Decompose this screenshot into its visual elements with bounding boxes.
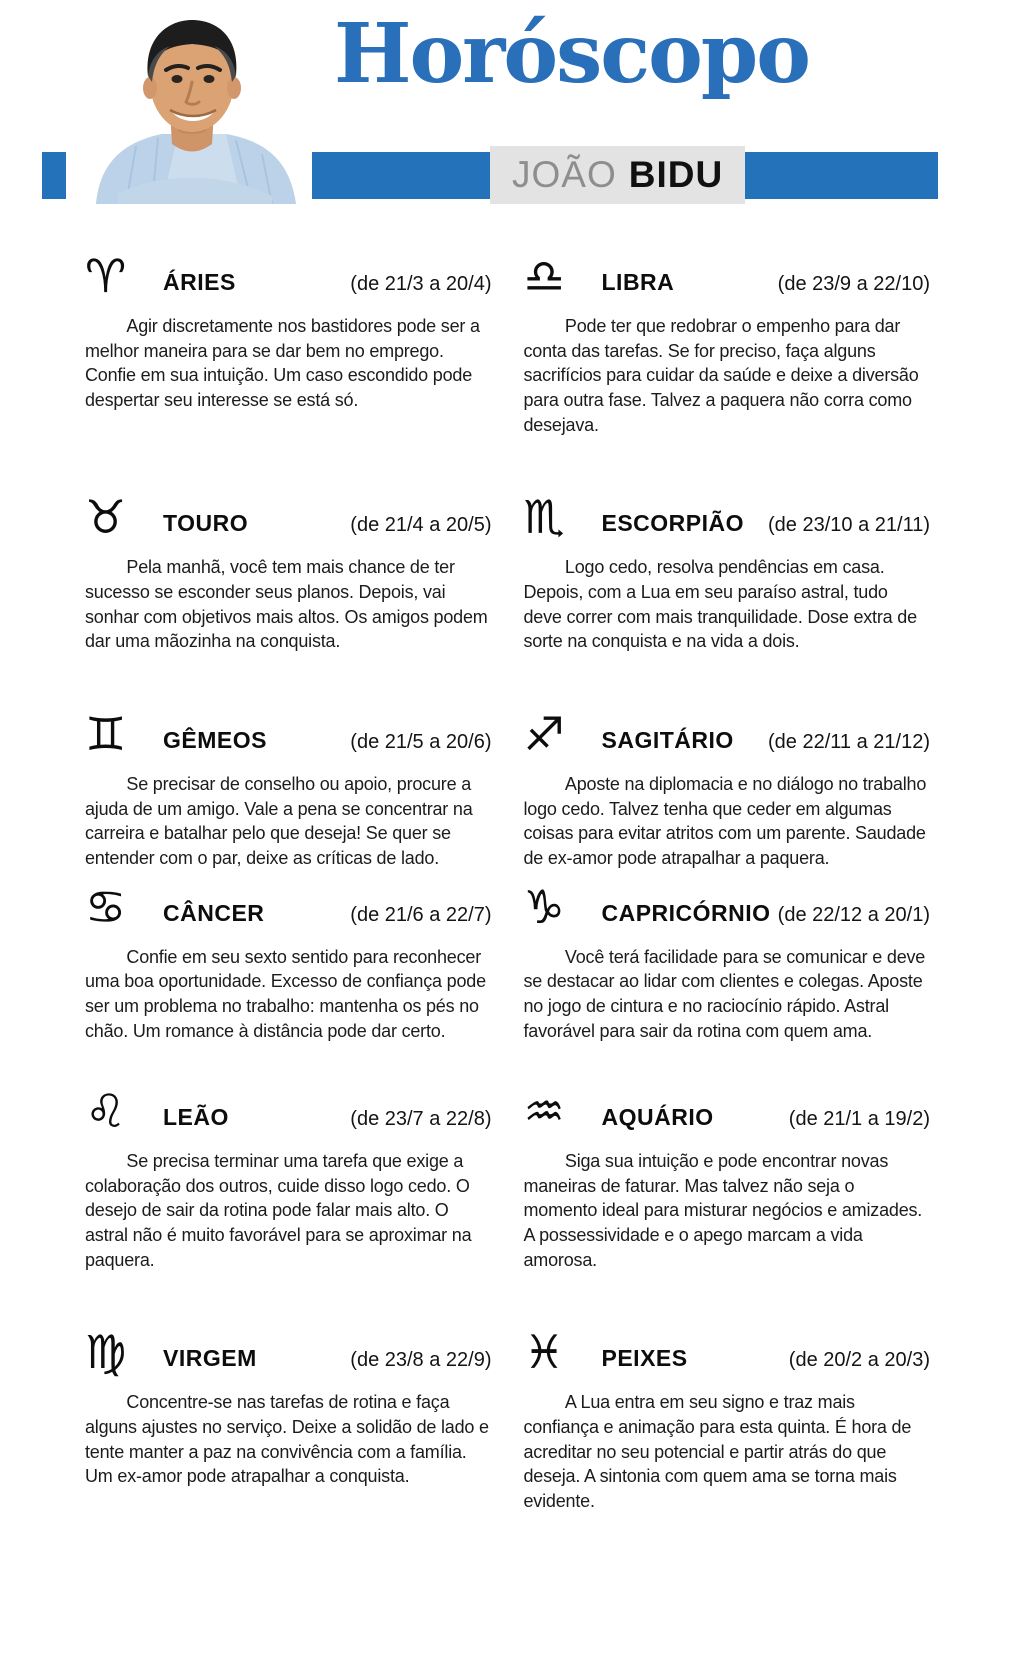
page-header: [42, 0, 974, 222]
sign-dates: (de 23/9 a 22/10): [777, 273, 930, 295]
sign-peixes: [524, 1324, 931, 1513]
sign-leao: [85, 1083, 492, 1272]
sign-header: [524, 879, 931, 935]
sign-header: [85, 1083, 492, 1139]
sign-text: Siga sua intuição e pode encontrar novas maneiras de faturar. Mas talvez não seja o momento ideal para misturar negócios e amizades. A possessividade e o apego marcam a vida amorosa.: [523, 1151, 923, 1270]
sign-name: SAGITÁRIO: [601, 726, 734, 753]
sign-aquario: [524, 1083, 931, 1272]
sign-name: CAPRICÓRNIO: [601, 899, 771, 926]
sign-text: Pela manhã, você tem mais chance de ter sucesso se esconder seus planos. Depois, vai sonhar com objetivos mais altos. Os amigos podem dar uma mãozinha na conquista.: [85, 557, 488, 652]
cancer-crab-icon: ♋: [85, 879, 127, 934]
sign-name: AQUÁRIO: [601, 1104, 714, 1131]
sign-header: [85, 879, 492, 935]
sign-dates: (de 23/8 a 22/9): [350, 1349, 492, 1372]
portrait-illustration: [66, 4, 312, 204]
sign-dates: (de 21/6 a 22/7): [350, 903, 492, 926]
sign-name: ESCORPIÃO: [601, 510, 745, 537]
gemini-twins-icon: ♊: [85, 706, 127, 761]
sign-header: [85, 489, 492, 545]
sign-header: [85, 248, 492, 304]
sign-escorpiao: [524, 489, 931, 654]
leo-lion-icon: ♌: [85, 1084, 127, 1139]
page-title: Horóscopo: [334, 6, 809, 102]
sign-text: A Lua entra em seu signo e traz mais confiança e animação para esta quinta. É hora de acreditar no seu potencial e partir atrás do que deseja. A sintonia com quem ama se torna mais evidente.: [523, 1392, 912, 1512]
sign-dates: (de 22/11 a 21/12): [768, 730, 930, 753]
sign-dates: (de 23/10 a 21/11): [768, 514, 930, 537]
sagittarius-archer-icon: ♐: [523, 706, 565, 761]
sign-aries: [85, 248, 492, 437]
sign-dates: (de 23/7 a 22/8): [350, 1108, 492, 1131]
aquarius-water-bearer-icon: ♒: [523, 1084, 565, 1139]
sign-sagitario: [524, 706, 931, 871]
sign-text: Agir discretamente nos bastidores pode ser a melhor maneira para se dar bem no emprego. Confie em sua intuição. Um caso escondido pode despertar seu interesse se está só.: [85, 316, 480, 410]
sign-name: PEIXES: [601, 1345, 688, 1372]
sign-text: Se precisa terminar uma tarefa que exige a colaboração dos outros, cuide disso logo cedo. O desejo de sair da rotina pode falar mais alto. O astral não é muito favorável para se aproximar na paquera.: [85, 1151, 472, 1270]
sign-dates: (de 22/12 a 20/1): [777, 903, 930, 926]
sign-name: CÂNCER: [163, 899, 265, 926]
virgo-maiden-icon: ♍: [85, 1325, 127, 1380]
aries-ram-icon: ♈: [85, 249, 127, 303]
sign-text: Logo cedo, resolva pendências em casa. Depois, com a Lua em seu paraíso astral, tudo deve correr com mais tranquilidade. Dose extra de sorte na conquista e na vida a dois.: [523, 557, 917, 652]
sign-header: [524, 248, 931, 304]
sign-name: LIBRA: [601, 269, 675, 295]
sign-capricornio: [524, 879, 931, 1044]
sign-libra: [524, 248, 931, 437]
sign-text: Aposte na diplomacia e no diálogo no trabalho logo cedo. Talvez tenha que ceder em algumas coisas para evitar atritos com um parente. Saudade de ex-amor pode atrapalhar a paquera.: [523, 773, 927, 868]
libra-scales-icon: ♎: [523, 249, 565, 303]
scorpio-scorpion-icon: ♏: [523, 490, 565, 545]
byline-first-name: JOÃO: [512, 154, 617, 195]
pisces-fishes-icon: ♓: [523, 1325, 565, 1380]
joao-bidu-portrait: [66, 4, 312, 204]
sign-name: GÊMEOS: [163, 726, 267, 753]
sign-name: ÁRIES: [163, 269, 236, 295]
sign-text: Se precisar de conselho ou apoio, procure a ajuda de um amigo. Vale a pena se concentrar na carreira e batalhar pelo que deseja! Se quer se entender com o par, deixe as críticas de lado.: [85, 773, 473, 868]
sign-name: LEÃO: [163, 1104, 229, 1131]
sign-dates: (de 21/1 a 19/2): [788, 1108, 930, 1131]
sign-header: [85, 706, 492, 762]
sign-text: Você terá facilidade para se comunicar e deve se destacar ao lidar com clientes e colegas. Aposte no jogo de cintura e no raciocínio rápido. Astral favorável para sair da rotina com quem ama.: [523, 946, 926, 1041]
sign-gemeos: [85, 706, 492, 871]
sign-virgem: [85, 1324, 492, 1513]
sign-name: TOURO: [163, 510, 249, 537]
sign-dates: (de 20/2 a 20/3): [788, 1349, 930, 1372]
byline-last-name: BIDU: [628, 154, 724, 195]
sign-name: VIRGEM: [163, 1345, 257, 1372]
sign-header: [85, 1324, 492, 1380]
sign-dates: (de 21/5 a 20/6): [350, 730, 492, 753]
sign-dates: (de 21/3 a 20/4): [350, 273, 492, 295]
sign-text: Concentre-se nas tarefas de rotina e faça alguns ajustes no serviço. Deixe a solidão de lado e tente manter a paz na convivência com a família. Um ex-amor pode atrapalhar a conquista.: [85, 1392, 489, 1487]
sign-header: [524, 489, 931, 545]
signs-grid: [85, 248, 930, 1514]
sign-header: [524, 1324, 931, 1380]
sign-text: Confie em seu sexto sentido para reconhecer uma boa oportunidade. Excesso de confiança pode ser um problema no trabalho: mantenha os pés no chão. Um romance à distância pode dar certo.: [85, 946, 486, 1041]
taurus-bull-icon: ♉: [85, 490, 127, 545]
sign-touro: [85, 489, 492, 654]
capricorn-goat-icon: ♑: [523, 879, 565, 934]
sign-dates: (de 21/4 a 20/5): [350, 514, 492, 537]
sign-header: [524, 1083, 931, 1139]
sign-cancer: [85, 879, 492, 1044]
sign-text: Pode ter que redobrar o empenho para dar conta das tarefas. Se for preciso, faça alguns sacrifícios para cuidar da saúde e deixe a diversão para outra fase. Talvez a paquera não corra como desejava.: [523, 316, 919, 435]
sign-header: [524, 706, 931, 762]
byline-box: [490, 146, 745, 204]
